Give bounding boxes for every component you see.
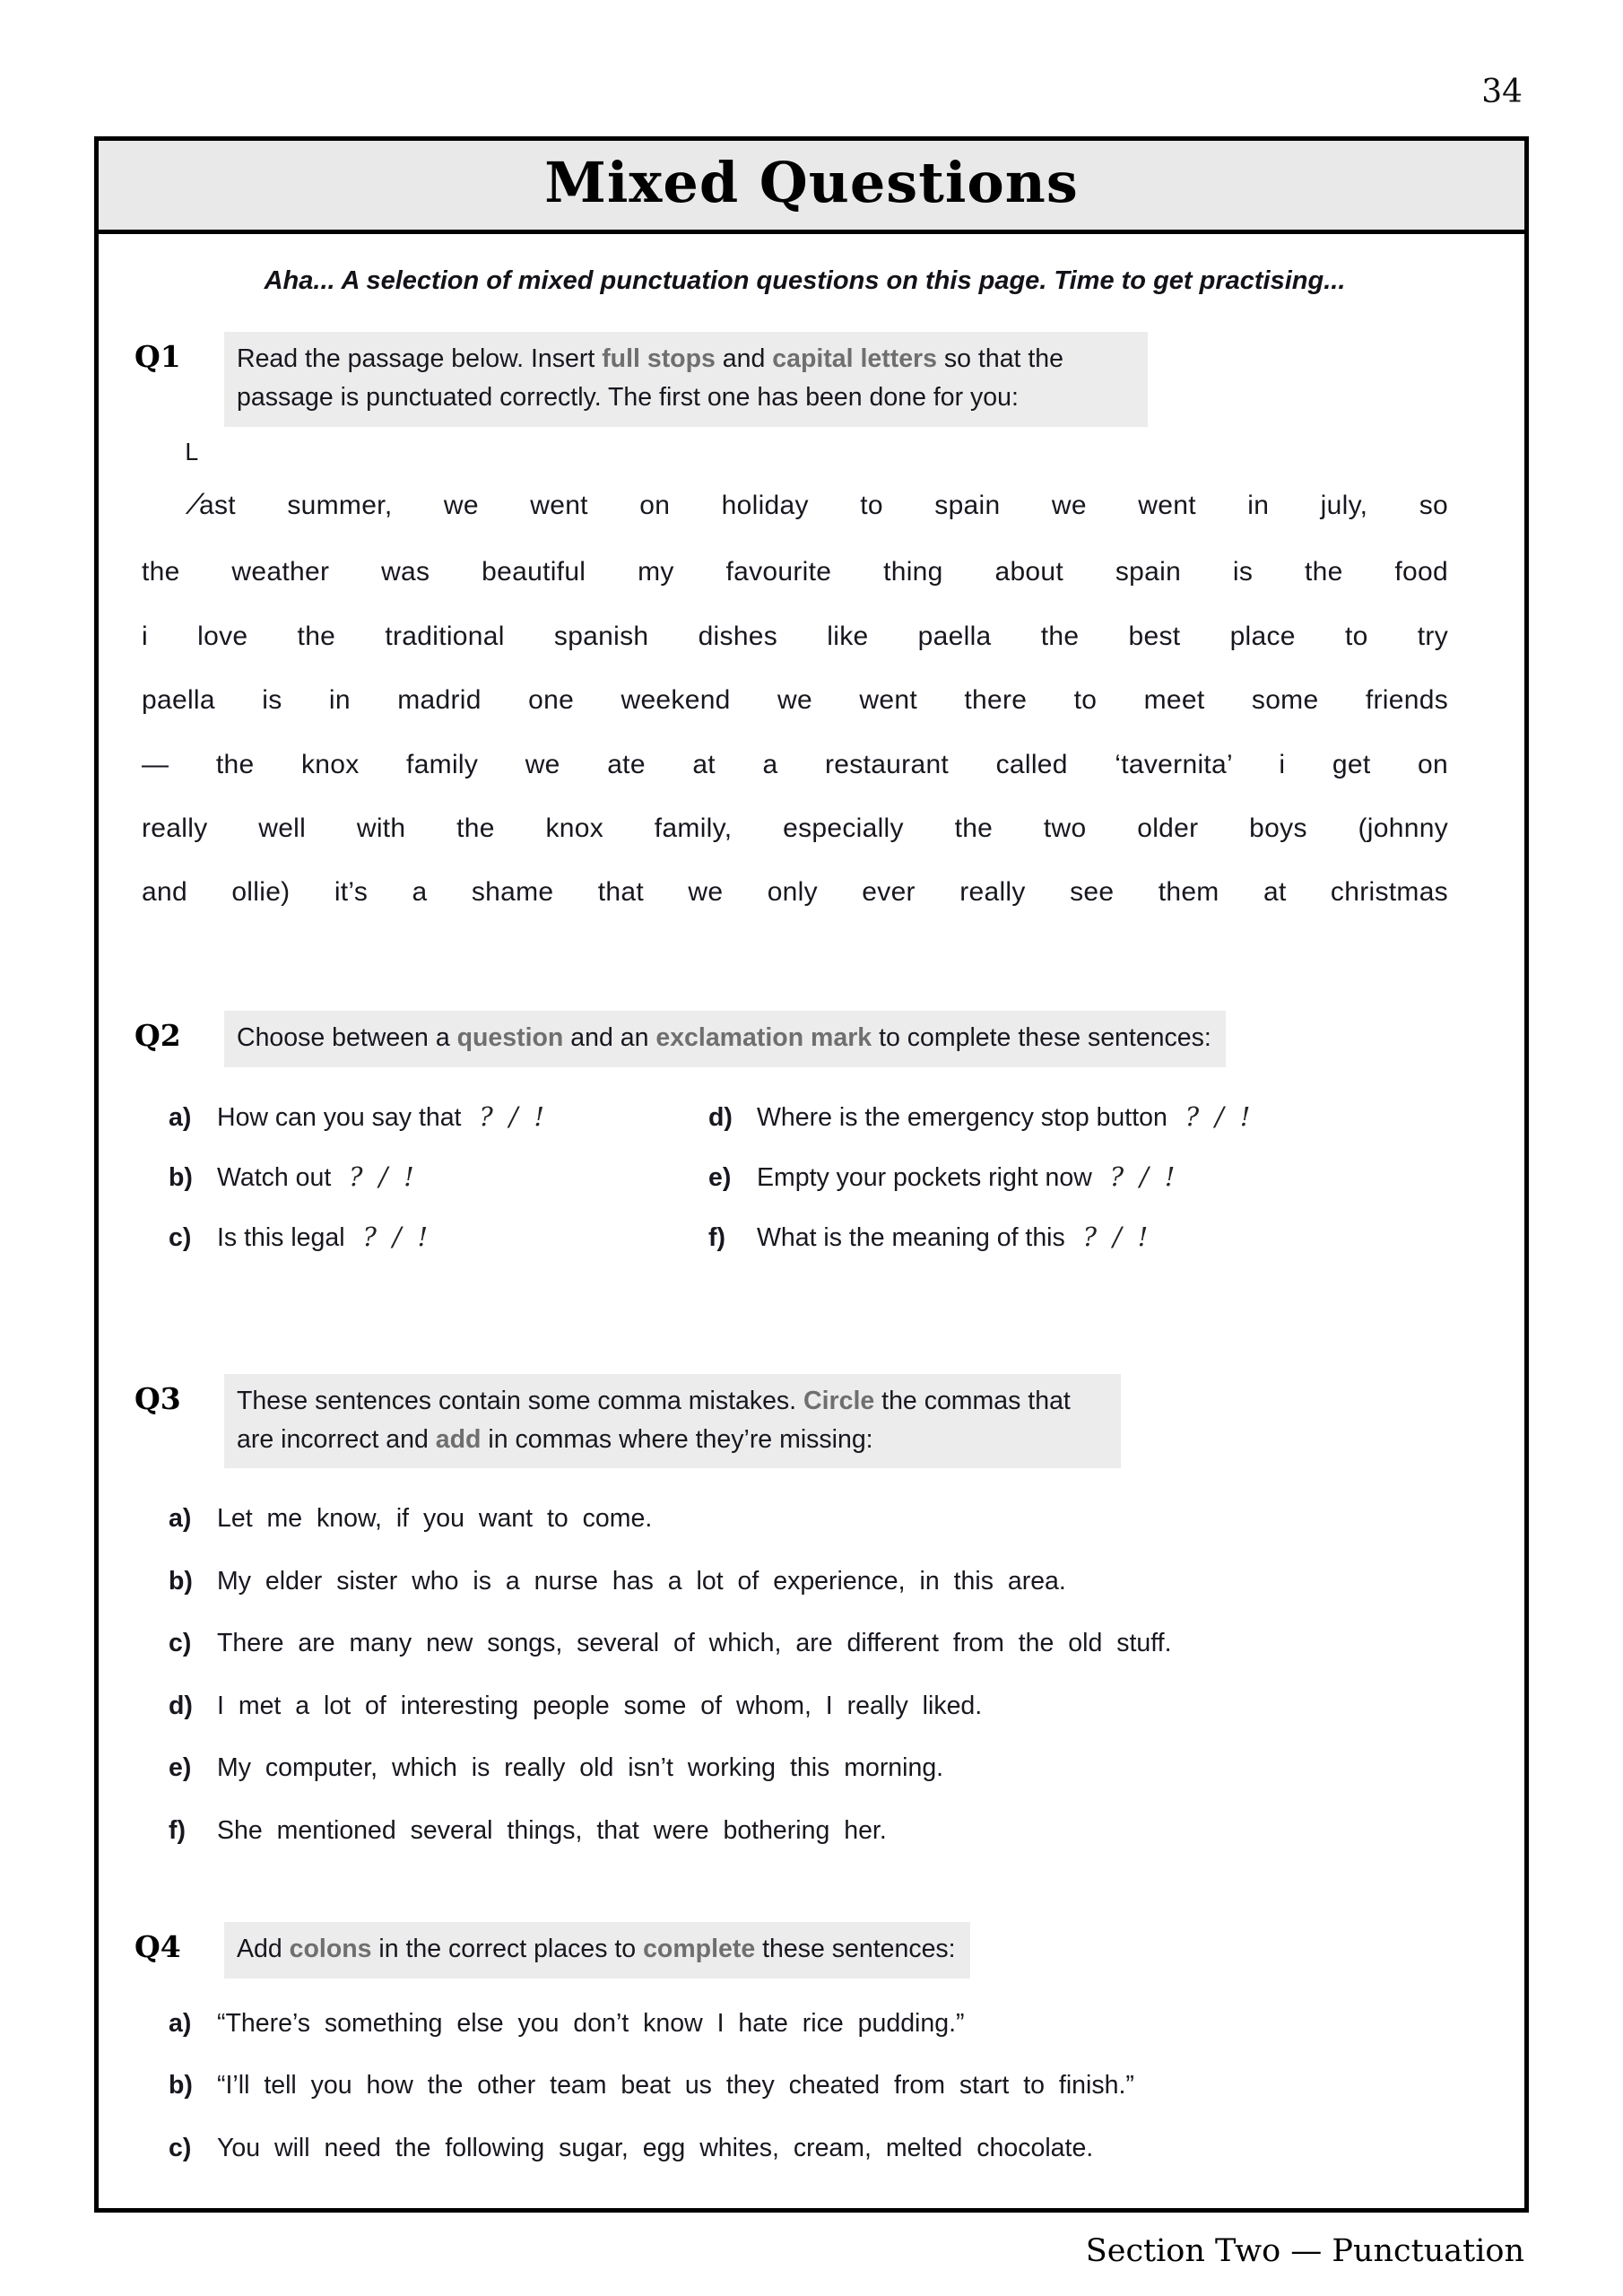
item-label: e) bbox=[708, 1162, 732, 1192]
list-item bbox=[169, 2005, 1475, 2041]
list-item bbox=[169, 1750, 1475, 1786]
item-label: e) bbox=[169, 1753, 192, 1783]
q2-prompt-text: and an bbox=[563, 1022, 656, 1052]
item-text: My computer, which is really old isn’t working this morning. bbox=[217, 1753, 944, 1783]
item-text: How can you say that bbox=[217, 1102, 462, 1132]
item-label: d) bbox=[169, 1691, 193, 1720]
q3-items bbox=[135, 1500, 1475, 1848]
q4-prompt-keyword: complete bbox=[643, 1935, 756, 1964]
item-text: What is the meaning of this bbox=[757, 1223, 1065, 1253]
item-text: Where is the emergency stop button bbox=[757, 1102, 1167, 1132]
list-item bbox=[169, 2067, 1475, 2103]
item-label: b) bbox=[169, 1162, 193, 1192]
q1-prompt-text: and bbox=[715, 344, 773, 373]
q1-passage bbox=[142, 439, 1448, 925]
q4-items bbox=[135, 2005, 1475, 2166]
item-label: b) bbox=[169, 1566, 193, 1596]
q2-prompt-text: Choose between a bbox=[237, 1022, 457, 1052]
item-label: c) bbox=[169, 1223, 192, 1253]
q2-column-right bbox=[708, 1100, 1475, 1281]
item-label: a) bbox=[169, 2008, 192, 2038]
q3-prompt-text: the commas that are incorrect and bbox=[237, 1386, 1071, 1454]
item-label: b) bbox=[169, 2071, 193, 2100]
correction-mark bbox=[185, 439, 199, 541]
passage-line: the weather was beautiful my favourite thing about spain is the food bbox=[142, 557, 1448, 587]
page-content bbox=[99, 234, 1524, 2166]
list-item bbox=[708, 1160, 1475, 1196]
question-q3 bbox=[135, 1374, 1475, 1848]
question-q4 bbox=[135, 1922, 1475, 2166]
q1-prompt-text: so that the passage is punctuated correctly. The first one has been done for you: bbox=[237, 344, 1064, 412]
item-text: She mentioned several things, that were bothering her. bbox=[217, 1815, 887, 1845]
q1-prompt-keyword: capital letters bbox=[772, 344, 937, 373]
page-title: Mixed Questions bbox=[99, 141, 1524, 234]
q1-prompt-text: Read the passage below. Insert bbox=[237, 344, 603, 373]
passage-line: and ollie) it’s a shame that we only ever really see them at christmas bbox=[142, 877, 1448, 908]
item-text: Is this legal bbox=[217, 1223, 345, 1253]
q3-prompt-text: in commas where they’re missing: bbox=[481, 1424, 873, 1454]
item-text: Let me know, if you want to come. bbox=[217, 1504, 653, 1534]
section-footer: Section Two — Punctuation bbox=[1085, 2233, 1524, 2269]
item-text: Watch out bbox=[217, 1162, 332, 1192]
q2-prompt-keyword: exclamation mark bbox=[655, 1022, 872, 1052]
item-label: a) bbox=[169, 1504, 192, 1534]
punctuation-choice: ? / ! bbox=[1185, 1101, 1251, 1132]
punctuation-choice: ? / ! bbox=[479, 1101, 544, 1132]
q4-prompt-keyword: colons bbox=[289, 1935, 372, 1964]
item-label: c) bbox=[169, 1629, 192, 1658]
list-item bbox=[169, 1500, 1475, 1536]
list-item bbox=[169, 1625, 1475, 1661]
item-text: “I’ll tell you how the other team beat us they cheated from start to finish.” bbox=[217, 2071, 1134, 2100]
passage-line bbox=[142, 439, 1448, 541]
q2-items bbox=[135, 1100, 1475, 1281]
list-item bbox=[708, 1100, 1475, 1135]
item-text: Empty your pockets right now bbox=[757, 1162, 1092, 1192]
q2-prompt-keyword: question bbox=[456, 1022, 564, 1052]
item-label: f) bbox=[169, 1815, 186, 1845]
passage-line: paella is in madrid one weekend we went there to meet some friends bbox=[142, 685, 1448, 716]
q1-prompt-keyword: full stops bbox=[602, 344, 716, 373]
q4-prompt-text: in the correct places to bbox=[371, 1935, 644, 1964]
q4-label: Q4 bbox=[135, 1929, 181, 1965]
list-item bbox=[169, 1160, 708, 1196]
q2-prompt bbox=[224, 1011, 1226, 1067]
q2-prompt-text: to complete these sentences: bbox=[872, 1022, 1211, 1052]
q4-prompt bbox=[224, 1922, 970, 1979]
punctuation-choice: ? / ! bbox=[349, 1161, 414, 1192]
item-label: d) bbox=[708, 1102, 733, 1132]
passage-line: — the knox family we ate at a restaurant called ‘tavernita’ i get on bbox=[142, 749, 1448, 779]
list-item bbox=[708, 1220, 1475, 1256]
intro-note: Aha... A selection of mixed punctuation questions on this page. Time to get practising... bbox=[264, 266, 1346, 295]
list-item bbox=[169, 2130, 1475, 2166]
item-text: You will need the following sugar, egg whites, cream, melted chocolate. bbox=[217, 2133, 1094, 2162]
q3-prompt-text: These sentences contain some comma mistakes. bbox=[237, 1386, 804, 1415]
list-item bbox=[169, 1220, 708, 1256]
q4-prompt-text: Add bbox=[237, 1935, 290, 1964]
passage-line: i love the traditional spanish dishes like paella the best place to try bbox=[142, 621, 1448, 651]
correction-slash: ∕ bbox=[194, 486, 199, 521]
passage-line-text: ast summer, we went on holiday to spain we went in july, so bbox=[198, 490, 1448, 520]
list-item bbox=[169, 1100, 708, 1135]
page-number: 34 bbox=[1481, 74, 1523, 110]
q1-prompt bbox=[224, 332, 1148, 427]
item-label: a) bbox=[169, 1102, 192, 1132]
item-text: “There’s something else you don’t know I hate rice pudding.” bbox=[217, 2008, 965, 2038]
list-item bbox=[169, 1813, 1475, 1848]
item-label: c) bbox=[169, 2133, 192, 2162]
item-text: There are many new songs, several of which, are different from the old stuff. bbox=[217, 1629, 1172, 1658]
punctuation-choice: ? / ! bbox=[1082, 1222, 1149, 1253]
q2-label: Q2 bbox=[135, 1017, 181, 1053]
content-frame bbox=[94, 136, 1529, 2213]
list-item bbox=[169, 1688, 1475, 1724]
q3-prompt-keyword: add bbox=[435, 1424, 482, 1454]
q3-prompt bbox=[224, 1374, 1121, 1469]
item-text: My elder sister who is a nurse has a lot of experience, in this area. bbox=[217, 1566, 1066, 1596]
punctuation-choice: ? / ! bbox=[1109, 1161, 1176, 1192]
list-item bbox=[169, 1563, 1475, 1599]
item-label: f) bbox=[708, 1223, 725, 1253]
passage-line: really well with the knox family, especially the two older boys (johnny bbox=[142, 813, 1448, 843]
question-q1 bbox=[135, 332, 1475, 925]
item-text: I met a lot of interesting people some of whom, I really liked. bbox=[217, 1691, 983, 1720]
q3-label: Q3 bbox=[135, 1380, 181, 1416]
q2-column-left bbox=[135, 1100, 708, 1281]
q3-prompt-keyword: Circle bbox=[803, 1386, 875, 1415]
question-q2 bbox=[135, 1011, 1475, 1281]
punctuation-choice: ? / ! bbox=[362, 1222, 429, 1253]
q4-prompt-text: these sentences: bbox=[755, 1935, 956, 1964]
q1-label: Q1 bbox=[135, 339, 181, 374]
correction-capital-letter: L bbox=[185, 439, 198, 466]
